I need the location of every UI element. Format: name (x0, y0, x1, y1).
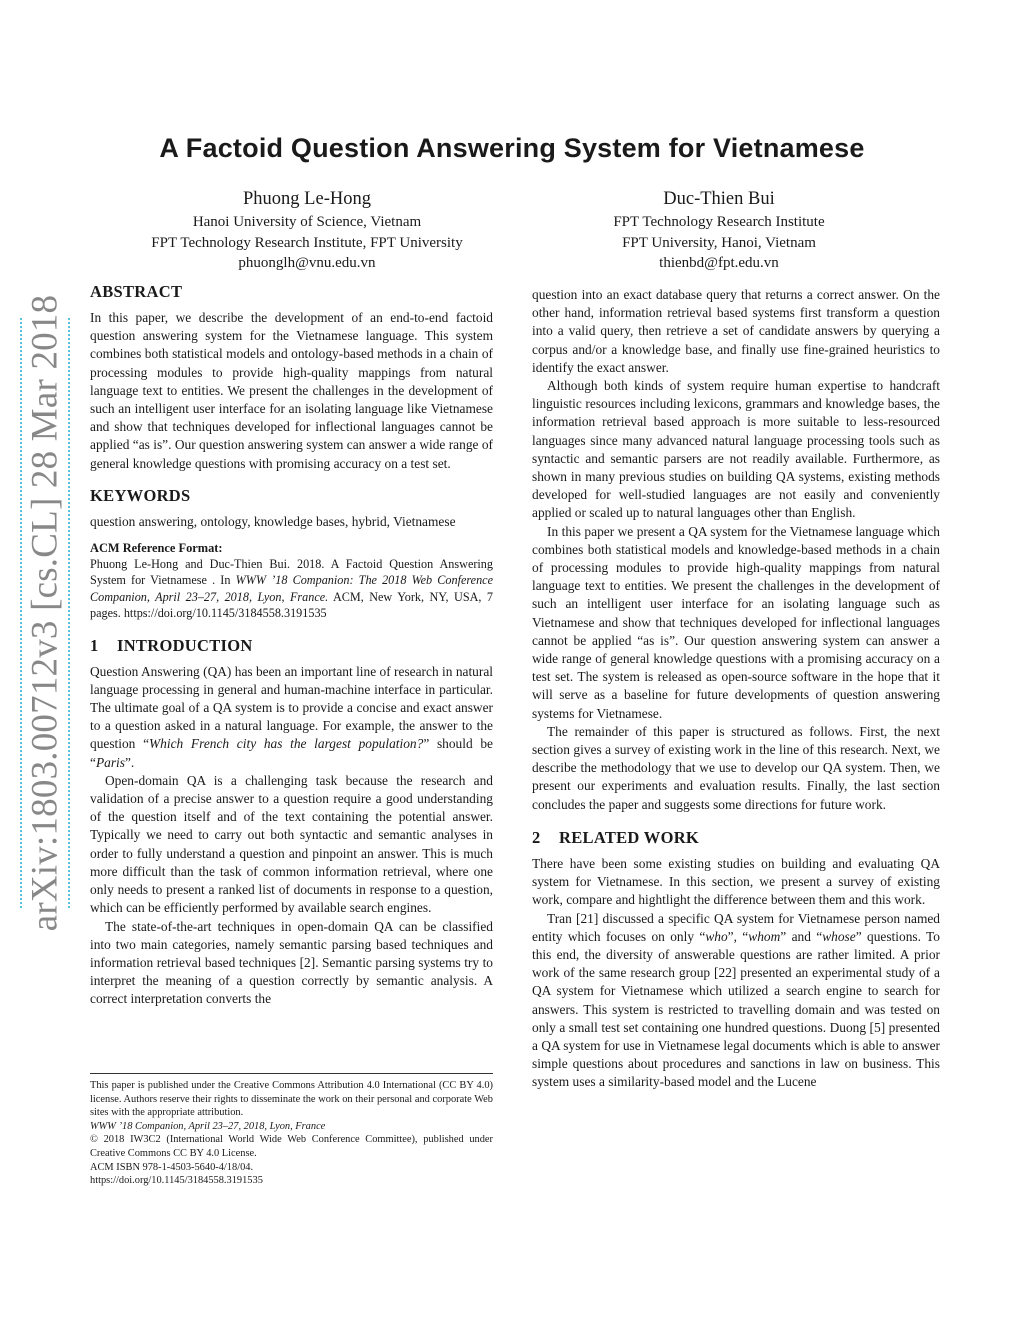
footnote-doi: https://doi.org/10.1145/3184558.3191535 (90, 1175, 263, 1187)
section-title: INTRODUCTION (117, 635, 253, 655)
footnote-copyright: © 2018 IW3C2 (International World Wide Web Conference Committee), published under Creative Commons CC BY 4.0 License. (90, 1134, 493, 1159)
text-run: ”, “ (727, 928, 749, 944)
footnote-venue (90, 1120, 493, 1134)
example-answer: Paris (95, 754, 125, 770)
acm-reference-text (90, 556, 493, 622)
paragraph: The remainder of this paper is structured as follows. First, the next section gives a survey of existing work in the line of this research. Next, we describe the methodology that we use to develop our QA system. Then, we present our experiments and evaluation results. Finally, the last section concludes the paper and suggests some directions for future work. (532, 723, 940, 812)
footnote-venue-text: WWW ’18 Companion, April 23–27, 2018, Lyon, France (90, 1120, 326, 1132)
paragraph: Open-domain QA is a challenging task because the research and validation of a precise answer to a question require a good understanding of the question itself and of the text containing the potential answer. Typically we need to carry out both syntactic and semantic analyses in order to fully understand a question and pinpoint an answer. This is much more difficult than the task of common information retrieval, where one only needs to present a ranked list of documents in response to a question, which can be efficiently performed by available search engines. (90, 772, 493, 916)
text-run: ” and “ (780, 928, 823, 944)
acm-reference-venue: WWW ’18 Companion: The 2018 Web Conference Companion, April 23–27, 2018, Lyon, France. (90, 573, 494, 604)
arxiv-stamp (20, 294, 70, 932)
arxiv-stamp-text: arXiv:1803.00712v3 [cs.CL] 28 Mar 2018 (24, 294, 66, 932)
paragraph (90, 663, 493, 772)
author-name: Duc-Thien Bui (663, 189, 775, 209)
section-number: 1 (90, 635, 99, 655)
acm-reference-heading: ACM Reference Format: (90, 541, 223, 556)
paragraph: In this paper we present a QA system for the Vietnamese language which combines both statistical models and knowledge-based methods in a chain of processing modules to provide high-quality mappings from natural language text to entities. We present the challenges in the development of such an intelligent user interface for an isolating language such as Vietnamese and show that techniques developed for inflectional languages cannot be applied “as is”. Our question answering system can answer a wide range of general knowledge questions with a promising accuracy on a test set. The system is released as open-source software in the hope that it will serve as a baseline for future developments of question answering systems for Vietnamese. (532, 523, 940, 721)
author-block-1 (97, 186, 517, 274)
paragraph (532, 910, 940, 1092)
author-name: Phuong Le-Hong (243, 189, 371, 209)
right-column (532, 286, 940, 1092)
section-title: RELATED WORK (559, 827, 700, 847)
paragraph: The state-of-the-art techniques in open-domain QA can be classified into two main categories, namely semantic parsing based techniques and information retrieval based techniques [2]. Semantic parsing systems try to interpret the meaning of a question correctly by semantic analysis. A correct interpretation converts the (90, 918, 493, 1007)
footnote-license: This paper is published under the Creative Commons Attribution 4.0 International (CC BY 4.0) license. Authors reserve their rights to disseminate the work on their personal and corporate Web sites with the appropriate attribution. (90, 1080, 493, 1119)
text-run: Tran [21] discussed a specific QA system for Vietnamese person named entity which focuses on only “ (532, 910, 940, 944)
paragraph: There have been some existing studies on building and evaluating QA system for Vietnamese. In this section, we present a survey of existing work, compare and hightlight the difference between them and this work. (532, 855, 940, 908)
author-block-2 (509, 186, 929, 274)
acm-reference-authors: Phuong Le-Hong and Duc-Thien Bui. 2018. A Factoid Question Answering System for Vietnamese . In (90, 557, 493, 588)
acm-reference-publisher: ACM, New York, NY, USA, 7 pages. https://doi.org/10.1145/3184558.3191535 (90, 589, 493, 621)
section-heading-introduction (90, 636, 493, 656)
author-affiliation: FPT Technology Research Institute, FPT University (151, 234, 463, 251)
keywords-heading: KEYWORDS (90, 485, 191, 505)
text-run: ” questions. To this end, the diversity of answerable questions are rather limited. A prior work of the same research group [22] presented an experimental study of a QA system for Vietnamese which utilized a search engine to search for answers. This system is restricted to travelling domain and was tested on only a small test set containing one hundred questions. Duong [5] presented a QA system for use in Vietnamese legal documents which is able to answer simple questions about procedures and sanctions in law on business. This system uses a similarity-based model and the Lucene (532, 928, 940, 1090)
author-affiliation: FPT Technology Research Institute (613, 214, 825, 230)
footnote (90, 1073, 493, 1188)
author-affiliation: FPT University, Hanoi, Vietnam (622, 234, 816, 251)
section-heading-related-work (532, 828, 940, 848)
text-run: Question Answering (QA) has been an important line of research in natural language processing in general and human-machine interface in particular. The ultimate goal of a QA system is to provide a concise and exact answer to a question asked in a natural language. For example, the answer to the question “ (90, 663, 493, 752)
abstract-heading: ABSTRACT (90, 282, 183, 301)
text-run: ”. (124, 754, 135, 770)
author-affiliation: Hanoi University of Science, Vietnam (192, 214, 422, 230)
example-question: Which French city has the largest population? (149, 736, 424, 752)
left-column (90, 282, 493, 1009)
footnote-isbn: ACM ISBN 978-1-4503-5640-4/18/04. (90, 1161, 254, 1173)
section-number: 2 (532, 827, 541, 847)
question-word: who (705, 928, 728, 944)
question-word: whom (748, 928, 781, 944)
question-word: whose (822, 928, 856, 944)
author-email: phuonglh@vnu.edu.vn (238, 255, 376, 271)
abstract-text: In this paper, we describe the development of an end-to-end factoid question answering system for the Vietnamese language. This system combines both statistical models and ontology-based methods in a chain of processing modules to provide high-quality mappings from natural language text to entities. We present the challenges in the development of such an intelligent user interface for an isolating language like Vietnamese and show that techniques developed for inflectional languages cannot be applied “as is”. Our question answering system can answer a wide range of general knowledge questions with promising accuracy on a test set. (90, 310, 493, 471)
paper-title: A Factoid Question Answering System for Vietnamese (159, 133, 865, 163)
author-email: thienbd@fpt.edu.vn (659, 255, 779, 271)
paragraph: Although both kinds of system require human expertise to handcraft linguistic resources including lexicons, grammars and knowledge bases, the information retrieval based approach is more suitable to less-resourced languages since many advanced natural language processing tools such as syntactic and semantic parsers are not readily available. Furthermore, as shown in many previous studies on building QA systems, existing methods developed for well-studied languages are not easily and conveniently applied or scaled up to natural languages other than English. (532, 378, 940, 521)
paragraph: question into an exact database query that returns a correct answer. On the other hand, information retrieval based systems first transform a question into a valid query, then retrieve a set of candidate answers by querying a corpus and/or a knowledge base, and finally use fine-grained heuristics to identify the exact answer. (532, 287, 940, 375)
keywords-text: question answering, ontology, knowledge bases, hybrid, Vietnamese (90, 513, 456, 529)
text-run: ” should be “ (90, 736, 494, 770)
